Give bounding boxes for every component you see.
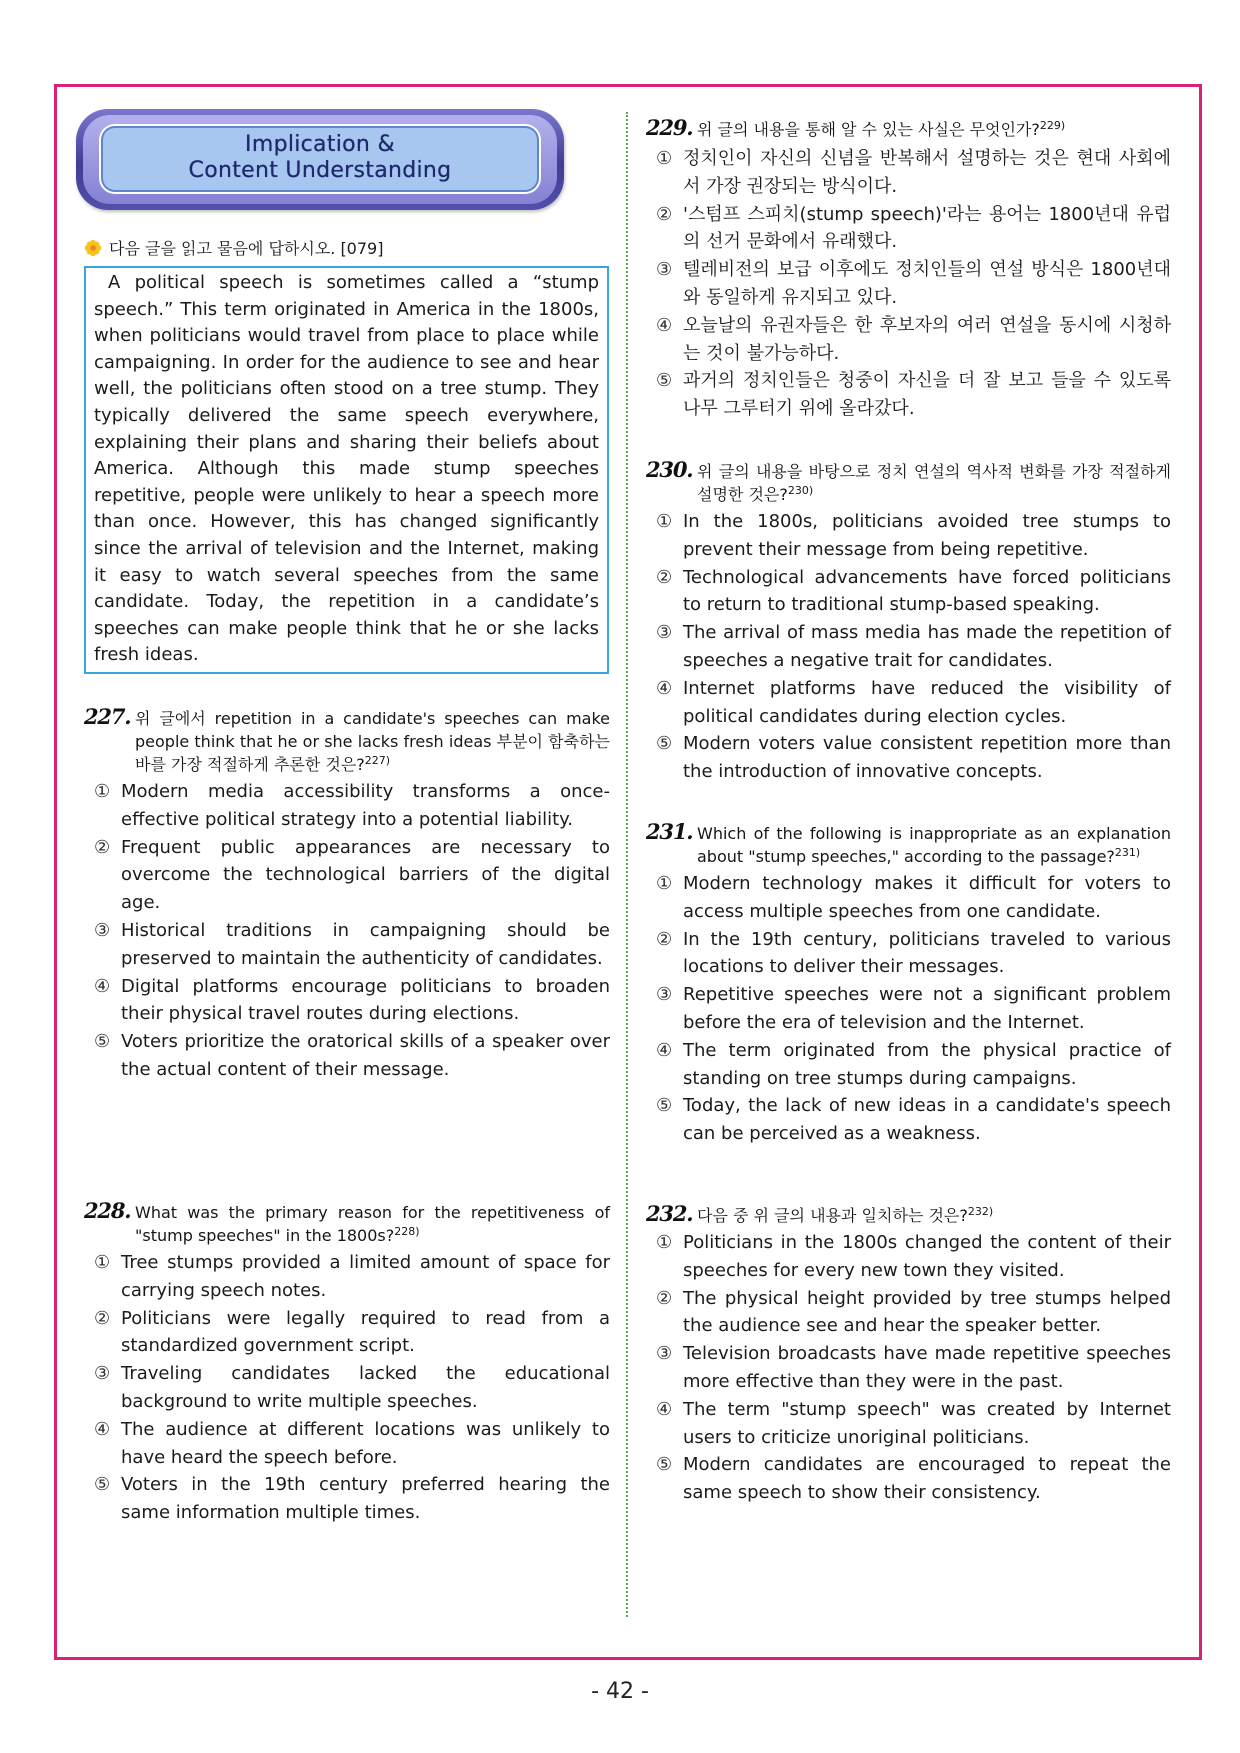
option-marker: ③ <box>656 1343 673 1365</box>
option-text: Repetitive speeches were not a significant problem before the era of television and the Internet. <box>683 984 1171 1033</box>
option-text: The term originated from the physical practice of standing on tree stumps during campaigns. <box>683 1039 1171 1089</box>
option-text: 텔레비전의 보급 이후에도 정치인들의 연설 방식은 1800년대와 동일하게 유지되고 있다. <box>683 259 1171 308</box>
page-number: - 42 - <box>591 1679 649 1704</box>
answer-option-5 <box>94 1028 610 1084</box>
option-marker: ② <box>94 1307 111 1329</box>
question-text: 다음 중 위 글의 내용과 일치하는 것은? <box>697 1206 968 1225</box>
answer-option-1 <box>94 778 610 834</box>
option-text: The audience at different locations was unlikely to have heard the speech before. <box>121 1418 610 1468</box>
option-text: The arrival of mass media has made the repetition of speeches a negative trait for candidates. <box>683 622 1171 671</box>
question-prompt <box>646 458 1171 506</box>
option-marker: ① <box>656 1232 673 1253</box>
option-marker: ④ <box>656 314 673 336</box>
answer-option-2 <box>656 926 1171 982</box>
option-text: In the 1800s, politicians avoided tree stumps to prevent their message from being repetitive. <box>683 511 1171 560</box>
flower-icon <box>84 239 102 257</box>
answer-options <box>656 508 1171 786</box>
answer-option-4 <box>656 1037 1171 1093</box>
option-text: Internet platforms have reduced the visibility of political candidates during election cycles. <box>683 677 1171 727</box>
option-marker: ① <box>94 1252 111 1273</box>
answer-option-4 <box>656 1396 1171 1452</box>
option-marker: ③ <box>94 1363 111 1385</box>
option-text: Traveling candidates lacked the educational background to write multiple speeches. <box>121 1363 610 1412</box>
option-text: Tree stumps provided a limited amount of space for carrying speech notes. <box>121 1252 610 1301</box>
answer-option-4 <box>656 312 1171 368</box>
question-text: What was the primary reason for the repetitiveness of "stump speeches" in the 1800s? <box>135 1203 610 1245</box>
option-marker: ⑤ <box>656 733 673 755</box>
option-text: '스텀프 스피치(stump speech)'라는 용어는 1800년대 유럽의 선거 문화에서 유래했다. <box>683 203 1171 253</box>
option-marker: ③ <box>656 622 673 644</box>
footnote-ref: 231) <box>1114 846 1141 859</box>
instruction <box>84 237 383 261</box>
option-marker: ② <box>656 566 673 588</box>
answer-option-1 <box>656 1229 1171 1285</box>
question-number: 228. <box>84 1198 131 1223</box>
option-text: Modern voters value consistent repetition more than the introduction of innovative concepts. <box>683 733 1171 783</box>
option-text: Politicians in the 1800s changed the content of their speeches for every new town they visited. <box>683 1232 1171 1281</box>
option-text: Frequent public appearances are necessary to overcome the technological barriers of the digital age. <box>121 836 610 914</box>
question-text: 위 글의 내용을 통해 알 수 있는 사실은 무엇인가? <box>697 120 1040 139</box>
answer-option-1 <box>94 1249 610 1305</box>
question-prompt <box>84 705 610 776</box>
footnote-ref: 227) <box>364 754 391 767</box>
section-title-banner <box>76 109 564 210</box>
option-marker: ⑤ <box>656 1454 673 1476</box>
option-marker: ① <box>656 148 673 169</box>
option-text: The term "stump speech" was created by Internet users to criticize unoriginal politicians. <box>683 1398 1171 1448</box>
option-text: 과거의 정치인들은 청중이 자신을 더 잘 보고 들을 수 있도록 나무 그루터기 위에 올라갔다. <box>683 370 1171 420</box>
question-number: 227. <box>84 704 131 729</box>
answer-option-5 <box>656 730 1171 786</box>
answer-options <box>94 778 610 1084</box>
option-marker: ④ <box>656 1039 673 1061</box>
option-marker: ② <box>94 836 111 858</box>
option-marker: ⑤ <box>94 1031 111 1053</box>
option-marker: ① <box>656 511 673 532</box>
question-text: 위 글의 내용을 바탕으로 정치 연설의 역사적 변화를 가장 적절하게 설명한 것은? <box>697 462 1171 504</box>
question-228 <box>84 1199 610 1527</box>
instruction-text: 다음 글을 읽고 물음에 답하시오. [079] <box>109 239 384 258</box>
question-prompt <box>84 1199 610 1247</box>
title-banner-ring <box>83 115 557 204</box>
section-title-line-2: Content Understanding <box>188 158 452 183</box>
answer-option-5 <box>656 1092 1171 1148</box>
answer-option-2 <box>94 1305 610 1361</box>
option-text: Voters in the 19th century preferred hearing the same information multiple times. <box>121 1474 610 1524</box>
option-text: Politicians were legally required to read from a standardized government script. <box>121 1307 610 1357</box>
option-text: Digital platforms encourage politicians to broaden their physical travel routes during elections. <box>121 975 610 1025</box>
question-227 <box>84 705 610 1084</box>
question-number: 232. <box>646 1201 693 1226</box>
question-prompt <box>646 1202 1171 1227</box>
answer-option-2 <box>656 564 1171 620</box>
option-marker: ① <box>656 873 673 894</box>
question-number: 229. <box>646 115 693 140</box>
option-text: Modern candidates are encouraged to repeat the same speech to show their consistency. <box>683 1454 1171 1504</box>
reading-passage: A political speech is sometimes called a “stump speech.” This term originated in America in the 1800s, when politicians would travel from place to place while campaigning. In order for the audience to see and hear well, the politicians often stood on a tree stump. They typically delivered the same speech everywhere, explaining their plans and sharing their beliefs about America. Although this made stump speeches repetitive, people were unlikely to hear a speech more than once. However, this has changed significantly since the arrival of television and the Internet, making it easy to watch several speeches from the same candidate. Today, the repetition in a candidate’s speeches can make people think that he or she lacks fresh ideas. <box>84 266 609 674</box>
answer-option-5 <box>656 1451 1171 1507</box>
answer-options <box>656 145 1171 423</box>
option-text: The physical height provided by tree stumps helped the audience see and hear the speaker better. <box>683 1287 1171 1337</box>
option-text: Technological advancements have forced politicians to return to traditional stump-based speaking. <box>683 566 1171 616</box>
footnote-ref: 228) <box>394 1225 420 1238</box>
answer-option-2 <box>94 834 610 917</box>
question-prompt <box>646 116 1171 141</box>
option-marker: ② <box>656 928 673 950</box>
option-marker: ④ <box>94 1418 111 1440</box>
answer-option-3 <box>656 981 1171 1037</box>
option-marker: ④ <box>656 1398 673 1420</box>
option-text: Historical traditions in campaigning should be preserved to maintain the authenticity of candidates. <box>121 919 610 969</box>
footnote-ref: 230) <box>787 484 814 497</box>
title-banner-panel <box>101 126 539 192</box>
option-marker: ③ <box>656 984 673 1006</box>
answer-option-4 <box>94 973 610 1029</box>
section-title-line-1: Implication & <box>245 132 395 157</box>
option-marker: ③ <box>656 259 673 281</box>
answer-option-3 <box>656 256 1171 312</box>
option-marker: ⑤ <box>656 1095 673 1117</box>
option-marker: ④ <box>656 677 673 699</box>
answer-option-3 <box>94 917 610 973</box>
answer-option-2 <box>656 201 1171 257</box>
option-text: 정치인이 자신의 신념을 반복해서 설명하는 것은 현대 사회에서 가장 권장되는 방식이다. <box>683 148 1171 197</box>
question-231 <box>646 820 1171 1148</box>
option-marker: ② <box>656 1287 673 1309</box>
option-text: Modern media accessibility transforms a once-effective political strategy into a potential liability. <box>121 781 610 830</box>
question-232 <box>646 1202 1171 1507</box>
answer-option-1 <box>656 870 1171 926</box>
answer-option-4 <box>94 1416 610 1472</box>
answer-option-5 <box>656 367 1171 423</box>
question-number: 230. <box>646 457 693 482</box>
option-marker: ① <box>94 781 111 802</box>
answer-option-5 <box>94 1471 610 1527</box>
answer-option-2 <box>656 1285 1171 1341</box>
question-text: Which of the following is inappropriate as an explanation about "stump speeches," according to the passage? <box>697 824 1171 866</box>
question-230 <box>646 458 1171 786</box>
answer-options <box>94 1249 610 1527</box>
question-number: 231. <box>646 819 693 844</box>
answer-option-1 <box>656 508 1171 564</box>
answer-options <box>656 1229 1171 1507</box>
question-prompt <box>646 820 1171 868</box>
question-229 <box>646 116 1171 423</box>
option-marker: ② <box>656 203 673 225</box>
option-text: In the 19th century, politicians traveled to various locations to deliver their messages. <box>683 928 1171 978</box>
answer-option-4 <box>656 675 1171 731</box>
question-text: 위 글에서 repetition in a candidate's speeches can make people think that he or she lacks fresh ideas 부분이 함축하는 바를 가장 적절하게 추론한 것은? <box>135 709 610 774</box>
footnote-ref: 232) <box>967 1205 994 1218</box>
option-marker: ⑤ <box>94 1474 111 1496</box>
option-text: Today, the lack of new ideas in a candidate's speech can be perceived as a weakness. <box>683 1095 1171 1145</box>
option-text: Television broadcasts have made repetitive speeches more effective than they were in the past. <box>683 1343 1171 1392</box>
option-text: Voters prioritize the oratorical skills of a speaker over the actual content of their message. <box>121 1031 610 1080</box>
answer-option-3 <box>94 1360 610 1416</box>
answer-options <box>656 870 1171 1148</box>
footnote-ref: 229) <box>1039 119 1066 132</box>
option-marker: ⑤ <box>656 370 673 392</box>
option-marker: ③ <box>94 919 111 941</box>
answer-option-3 <box>656 619 1171 675</box>
option-text: Modern technology makes it difficult for voters to access multiple speeches from one candidate. <box>683 873 1171 922</box>
option-text: 오늘날의 유권자들은 한 후보자의 여러 연설을 동시에 시청하는 것이 불가능하다. <box>683 314 1171 364</box>
column-divider <box>626 112 628 1617</box>
answer-option-1 <box>656 145 1171 201</box>
answer-option-3 <box>656 1340 1171 1396</box>
option-marker: ④ <box>94 975 111 997</box>
